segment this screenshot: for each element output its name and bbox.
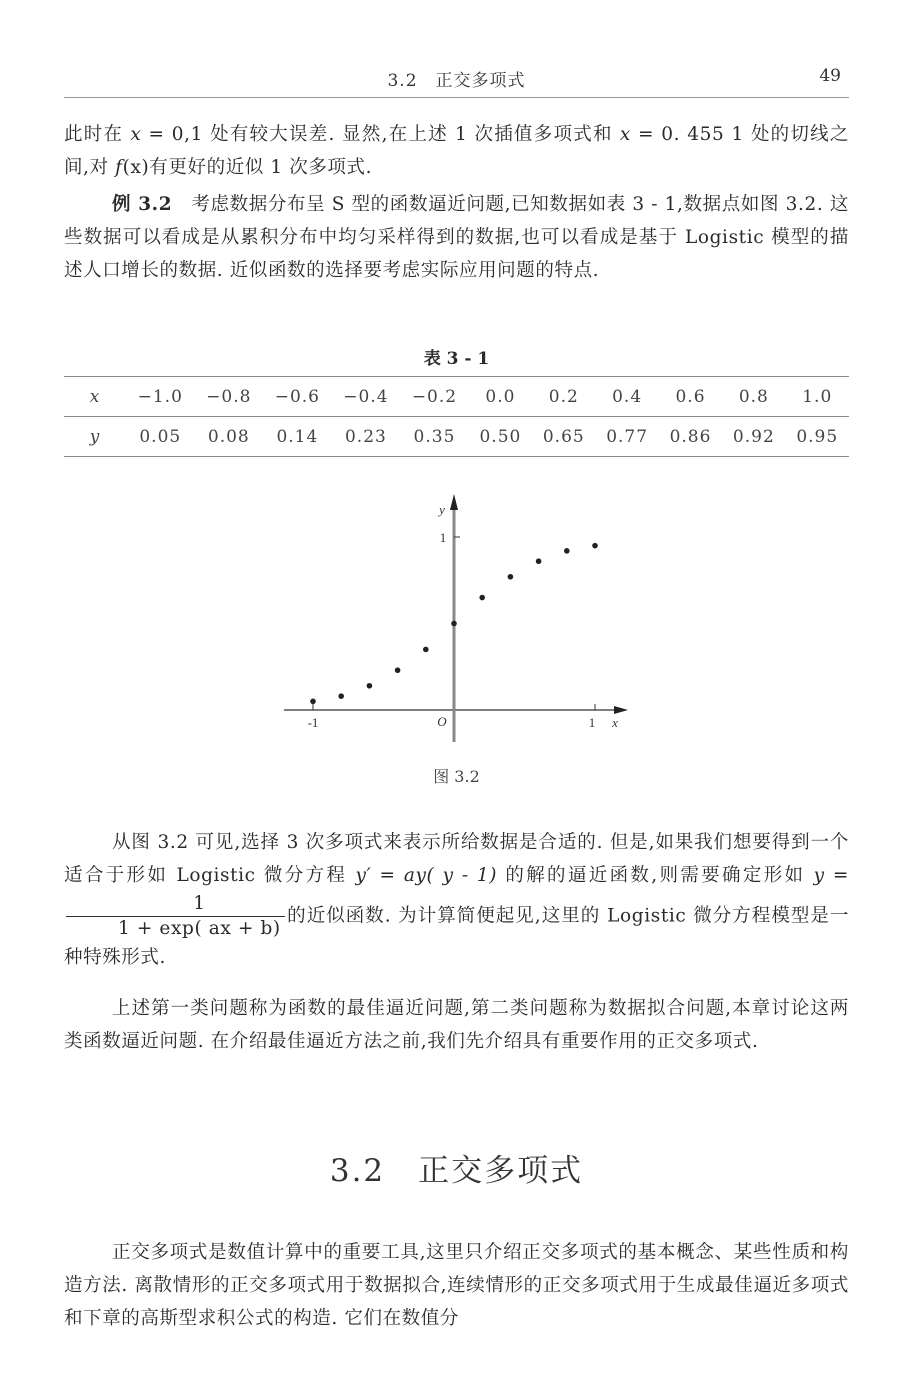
data-point: [423, 647, 429, 653]
table-cell-x: −0.4: [343, 386, 389, 407]
text: = 0,1 处有较大误差. 显然,在上述 1 次插值多项式和: [141, 124, 620, 145]
data-point: [508, 574, 514, 580]
data-point: [338, 693, 344, 699]
page-number: 49: [819, 66, 841, 86]
table-cell-x: 0.2: [548, 386, 579, 407]
text: 的近似函数. 为计算简便起见,这里的 Logistic 微分方程模型是一种特殊形式.: [64, 905, 849, 968]
running-head: [64, 64, 849, 90]
table-cell-x: −0.2: [411, 386, 458, 407]
math-var: x: [130, 124, 142, 145]
math-var: x: [619, 124, 631, 145]
data-table: [64, 376, 849, 457]
x-tick-label-1: 1: [588, 715, 596, 730]
table-cell-y: 0.08: [207, 426, 250, 447]
table-cell-y: 0.92: [732, 426, 775, 447]
text: 从图 3.2 可见,选择 3 次多项式来表示所给数据是合适的. 但是,如果我们想要得到一个适合于形如 Logistic 微分方程: [64, 832, 849, 886]
row-label-x: x: [89, 386, 101, 407]
table-cell-y: 0.50: [479, 426, 522, 447]
math-expr: (x): [122, 157, 150, 178]
table-cell-y: 0.05: [139, 426, 182, 447]
data-point: [536, 558, 542, 564]
table-cell-x: 0.4: [612, 386, 643, 407]
table-row-x: [64, 377, 849, 417]
data-point: [592, 543, 598, 549]
figure-caption: 图 3.2: [433, 767, 480, 786]
text: = 0. 455 1 处的切线之间,对: [64, 124, 850, 178]
paragraph-4: 上述第一类问题称为函数的最佳逼近问题,第二类问题称为数据拟合问题,本章讨论这两类函数逼近问题. 在介绍最佳逼近方法之前,我们先介绍具有重要作用的正交多项式.: [64, 998, 849, 1052]
x-axis-label: x: [612, 715, 618, 730]
y-axis-arrow-icon: [450, 494, 458, 510]
paragraph-5: 正交多项式是数值计算中的重要工具,这里只介绍正交多项式的基本概念、某些性质和构造方法. 离散情形的正交多项式用于数据拟合,连续情形的正交多项式用于生成最佳逼近多项式和下章的高斯型求积公式的构造. 它们在数值分: [64, 1242, 849, 1329]
example-paragraph: [64, 188, 849, 287]
example-text: 考虑数据分布呈 S 型的函数逼近问题,已知数据如表 3 - 1,数据点如图 3.2. 这些数据可以看成是从累积分布中均匀采样得到的数据,也可以看成是基于 Logistic 模型的描述人口增长的数据. 近似函数的选择要考虑实际应用问题的特点.: [64, 194, 849, 281]
table-cell-x: −0.6: [274, 386, 320, 407]
table-cell-x: 0.0: [485, 386, 516, 407]
table-cell-x: 0.6: [675, 386, 706, 407]
y-tick-label-1: 1: [439, 530, 447, 545]
table-row-y: [64, 417, 849, 457]
table-cell-y: 0.77: [606, 426, 649, 447]
paragraph-1: [64, 118, 849, 184]
data-point: [451, 621, 457, 627]
row-label-y: y: [89, 426, 101, 447]
paragraph-3: [64, 826, 849, 974]
table-caption: 表 3 - 1: [423, 349, 490, 369]
data-point: [367, 683, 373, 689]
text: 此时在: [64, 124, 131, 145]
running-title: 3.2 正交多项式: [387, 71, 526, 91]
math-op: =: [824, 865, 849, 886]
x-axis-arrow-icon: [614, 706, 628, 714]
table-cell-x: 1.0: [802, 386, 833, 407]
table-cell-y: 0.65: [542, 426, 585, 447]
text: 有更好的近似 1 次多项式.: [149, 157, 373, 178]
fraction-numerator: 1: [66, 892, 285, 917]
data-point: [479, 595, 485, 601]
table-cell-x: 0.8: [738, 386, 769, 407]
data-point: [564, 548, 570, 554]
logistic-ode: y′ = ay( y - 1): [355, 865, 498, 886]
origin-label: O: [437, 714, 447, 729]
table-cell-x: −0.8: [206, 386, 252, 407]
data-point: [395, 667, 401, 673]
scatter-plot: [270, 490, 650, 750]
fraction-denominator: 1 + exp( ax + b): [118, 918, 281, 939]
x-tick-label-neg1: -1: [307, 715, 319, 730]
table-cell-y: 0.23: [344, 426, 387, 447]
text: 的解的逼近函数,则需要确定形如: [497, 865, 814, 886]
table-cell-x: −1.0: [137, 386, 183, 407]
section-title: 3.2 正交多项式: [329, 1153, 584, 1189]
header-rule: [64, 97, 849, 98]
table-cell-y: 0.95: [796, 426, 839, 447]
table-cell-y: 0.14: [276, 426, 319, 447]
math-var: y: [813, 865, 825, 886]
table-cell-y: 0.86: [669, 426, 712, 447]
table-cell-y: 0.35: [413, 426, 456, 447]
example-label: 例 3.2: [112, 194, 173, 215]
figure-3-2: [270, 490, 650, 750]
math-var: f: [115, 157, 123, 178]
logistic-fraction: [66, 892, 285, 941]
y-axis-label: y: [439, 502, 445, 517]
